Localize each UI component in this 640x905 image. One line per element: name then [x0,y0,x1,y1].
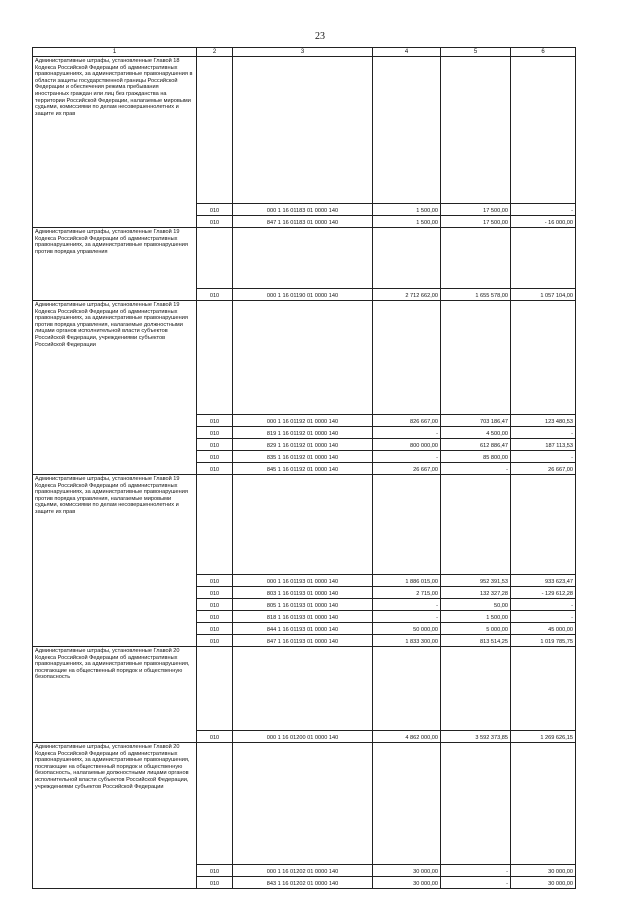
executed-cell: - [441,877,511,889]
spacer-cell [373,475,441,575]
remaining-cell: - [511,599,576,611]
budget-code-cell: 844 1 16 01193 01 0000 140 [233,623,373,635]
spacer-cell [441,647,511,731]
page-number: 23 [315,31,325,42]
approved-cell: 800 000,00 [373,439,441,451]
table-row [33,647,576,731]
executed-cell: 17 500,00 [441,204,511,216]
approved-cell: 2 715,00 [373,587,441,599]
budget-code-cell: 000 1 16 01193 01 0000 140 [233,575,373,587]
approved-cell: - [373,599,441,611]
spacer-cell [511,301,576,415]
approved-cell: 1 833 300,00 [373,635,441,647]
approved-cell: 1 500,00 [373,204,441,216]
remaining-cell: 187 113,53 [511,439,576,451]
line-code-cell: 010 [197,731,233,743]
approved-cell: - [373,427,441,439]
remaining-cell: - 16 000,00 [511,216,576,228]
spacer-cell [441,743,511,865]
executed-cell: - [441,865,511,877]
line-code-cell: 010 [197,865,233,877]
approved-cell: 1 500,00 [373,216,441,228]
spacer-cell [233,475,373,575]
line-code-cell: 010 [197,439,233,451]
line-code-cell: 010 [197,204,233,216]
table-row [33,57,576,204]
budget-code-cell: 847 1 16 01183 01 0000 140 [233,216,373,228]
executed-cell: 813 514,25 [441,635,511,647]
row-description: Административные штрафы, установленные Главой 19 Кодекса Российской Федерации об административных правонарушениях, за административные правонарушения против порядка управления, налагаемые должностными лицами органов исполнительной власти субъектов Российской Федерации, учреждениями субъектов Российской Федерации [33,301,197,475]
spacer-cell [197,475,233,575]
line-code-cell: 010 [197,877,233,889]
approved-cell: - [373,611,441,623]
spacer-cell [197,228,233,289]
budget-code-cell: 000 1 16 01200 01 0000 140 [233,731,373,743]
spacer-cell [373,57,441,204]
row-description: Административные штрафы, установленные Главой 18 Кодекса Российской Федерации об административных правонарушениях, за административные правонарушения в области защиты государственной границы Российской Федерации и обеспечения режима пребывания иностранных граждан или лиц без гражданства на территории Российской Федерации, налагаемые мировыми судьями, комиссиями по делам несовершеннолетних и защите их прав [33,57,197,228]
approved-cell: 1 886 015,00 [373,575,441,587]
spacer-cell [441,475,511,575]
executed-cell: 703 186,47 [441,415,511,427]
spacer-cell [441,301,511,415]
approved-cell: 50 000,00 [373,623,441,635]
approved-cell: 26 667,00 [373,463,441,475]
line-code-cell: 010 [197,587,233,599]
spacer-cell [441,228,511,289]
remaining-cell: 26 667,00 [511,463,576,475]
column-header: 5 [441,48,511,57]
budget-code-cell: 000 1 16 01192 01 0000 140 [233,415,373,427]
executed-cell: 1 655 578,00 [441,289,511,301]
line-code-cell: 010 [197,623,233,635]
spacer-cell [197,743,233,865]
executed-cell: 5 000,00 [441,623,511,635]
line-code-cell: 010 [197,415,233,427]
remaining-cell: 30 000,00 [511,865,576,877]
approved-cell: - [373,451,441,463]
line-code-cell: 010 [197,451,233,463]
budget-code-cell: 000 1 16 01183 01 0000 140 [233,204,373,216]
spacer-cell [197,57,233,204]
remaining-cell: - [511,451,576,463]
budget-code-cell: 845 1 16 01192 01 0000 140 [233,463,373,475]
spacer-cell [373,647,441,731]
approved-cell: 4 862 000,00 [373,731,441,743]
executed-cell: - [441,463,511,475]
remaining-cell: - [511,611,576,623]
executed-cell: 1 500,00 [441,611,511,623]
spacer-cell [197,301,233,415]
spacer-cell [511,475,576,575]
remaining-cell: 933 623,47 [511,575,576,587]
budget-code-cell: 000 1 16 01190 01 0000 140 [233,289,373,301]
remaining-cell: 1 057 104,00 [511,289,576,301]
spacer-cell [197,647,233,731]
executed-cell: 4 500,00 [441,427,511,439]
budget-code-cell: 803 1 16 01193 01 0000 140 [233,587,373,599]
table-row [33,475,576,575]
approved-cell: 2 712 662,00 [373,289,441,301]
line-code-cell: 010 [197,289,233,301]
spacer-cell [511,647,576,731]
remaining-cell: 45 000,00 [511,623,576,635]
executed-cell: 132 327,28 [441,587,511,599]
spacer-cell [373,301,441,415]
line-code-cell: 010 [197,635,233,647]
row-description: Административные штрафы, установленные Главой 20 Кодекса Российской Федерации об административных правонарушениях, за административные правонарушения, посягающие на общественный порядок и общественную безопасность, налагаемые должностными лицами органов исполнительной власти субъектов Российской Федерации, учреждениями субъектов Российской Федерации [33,743,197,889]
budget-code-cell: 000 1 16 01202 01 0000 140 [233,865,373,877]
line-code-cell: 010 [197,575,233,587]
budget-code-cell: 847 1 16 01193 01 0000 140 [233,635,373,647]
budget-code-cell: 818 1 16 01193 01 0000 140 [233,611,373,623]
row-description: Административные штрафы, установленные Главой 19 Кодекса Российской Федерации об административных правонарушениях, за административные правонарушения против порядка управления [33,228,197,301]
spacer-cell [233,228,373,289]
spacer-cell [511,743,576,865]
row-description: Административные штрафы, установленные Главой 20 Кодекса Российской Федерации об административных правонарушениях, за административные правонарушения, посягающие на общественный порядок и общественную безопасность [33,647,197,743]
column-header: 2 [197,48,233,57]
budget-code-cell: 805 1 16 01193 01 0000 140 [233,599,373,611]
budget-code-cell: 819 1 16 01192 01 0000 140 [233,427,373,439]
executed-cell: 85 800,00 [441,451,511,463]
table-header-row [33,48,576,57]
remaining-cell: 1 019 785,75 [511,635,576,647]
executed-cell: 3 592 373,85 [441,731,511,743]
column-header: 6 [511,48,576,57]
line-code-cell: 010 [197,463,233,475]
spacer-cell [233,647,373,731]
executed-cell: 612 886,47 [441,439,511,451]
line-code-cell: 010 [197,216,233,228]
table-row [33,743,576,865]
column-header: 1 [33,48,197,57]
budget-code-cell: 843 1 16 01202 01 0000 140 [233,877,373,889]
table-row [33,301,576,415]
executed-cell: 50,00 [441,599,511,611]
spacer-cell [233,743,373,865]
spacer-cell [511,228,576,289]
table-row [33,228,576,289]
executed-cell: 952 391,53 [441,575,511,587]
approved-cell: 30 000,00 [373,877,441,889]
spacer-cell [373,228,441,289]
line-code-cell: 010 [197,599,233,611]
spacer-cell [233,57,373,204]
remaining-cell: - [511,427,576,439]
column-header: 4 [373,48,441,57]
revenue-table [32,47,576,889]
spacer-cell [233,301,373,415]
line-code-cell: 010 [197,611,233,623]
budget-code-cell: 829 1 16 01192 01 0000 140 [233,439,373,451]
spacer-cell [441,57,511,204]
budget-code-cell: 835 1 16 01192 01 0000 140 [233,451,373,463]
line-code-cell: 010 [197,427,233,439]
remaining-cell: 30 000,00 [511,877,576,889]
remaining-cell: - 129 612,28 [511,587,576,599]
remaining-cell: 1 269 626,15 [511,731,576,743]
spacer-cell [511,57,576,204]
remaining-cell: 123 480,53 [511,415,576,427]
spacer-cell [373,743,441,865]
approved-cell: 826 667,00 [373,415,441,427]
column-header: 3 [233,48,373,57]
row-description: Административные штрафы, установленные Главой 19 Кодекса Российской Федерации об административных правонарушениях, за административные правонарушения против порядка управления, налагаемые мировыми судьями, комиссиями по делам несовершеннолетних и защите их прав [33,475,197,647]
approved-cell: 30 000,00 [373,865,441,877]
executed-cell: 17 500,00 [441,216,511,228]
table-body [33,57,576,889]
remaining-cell: - [511,204,576,216]
